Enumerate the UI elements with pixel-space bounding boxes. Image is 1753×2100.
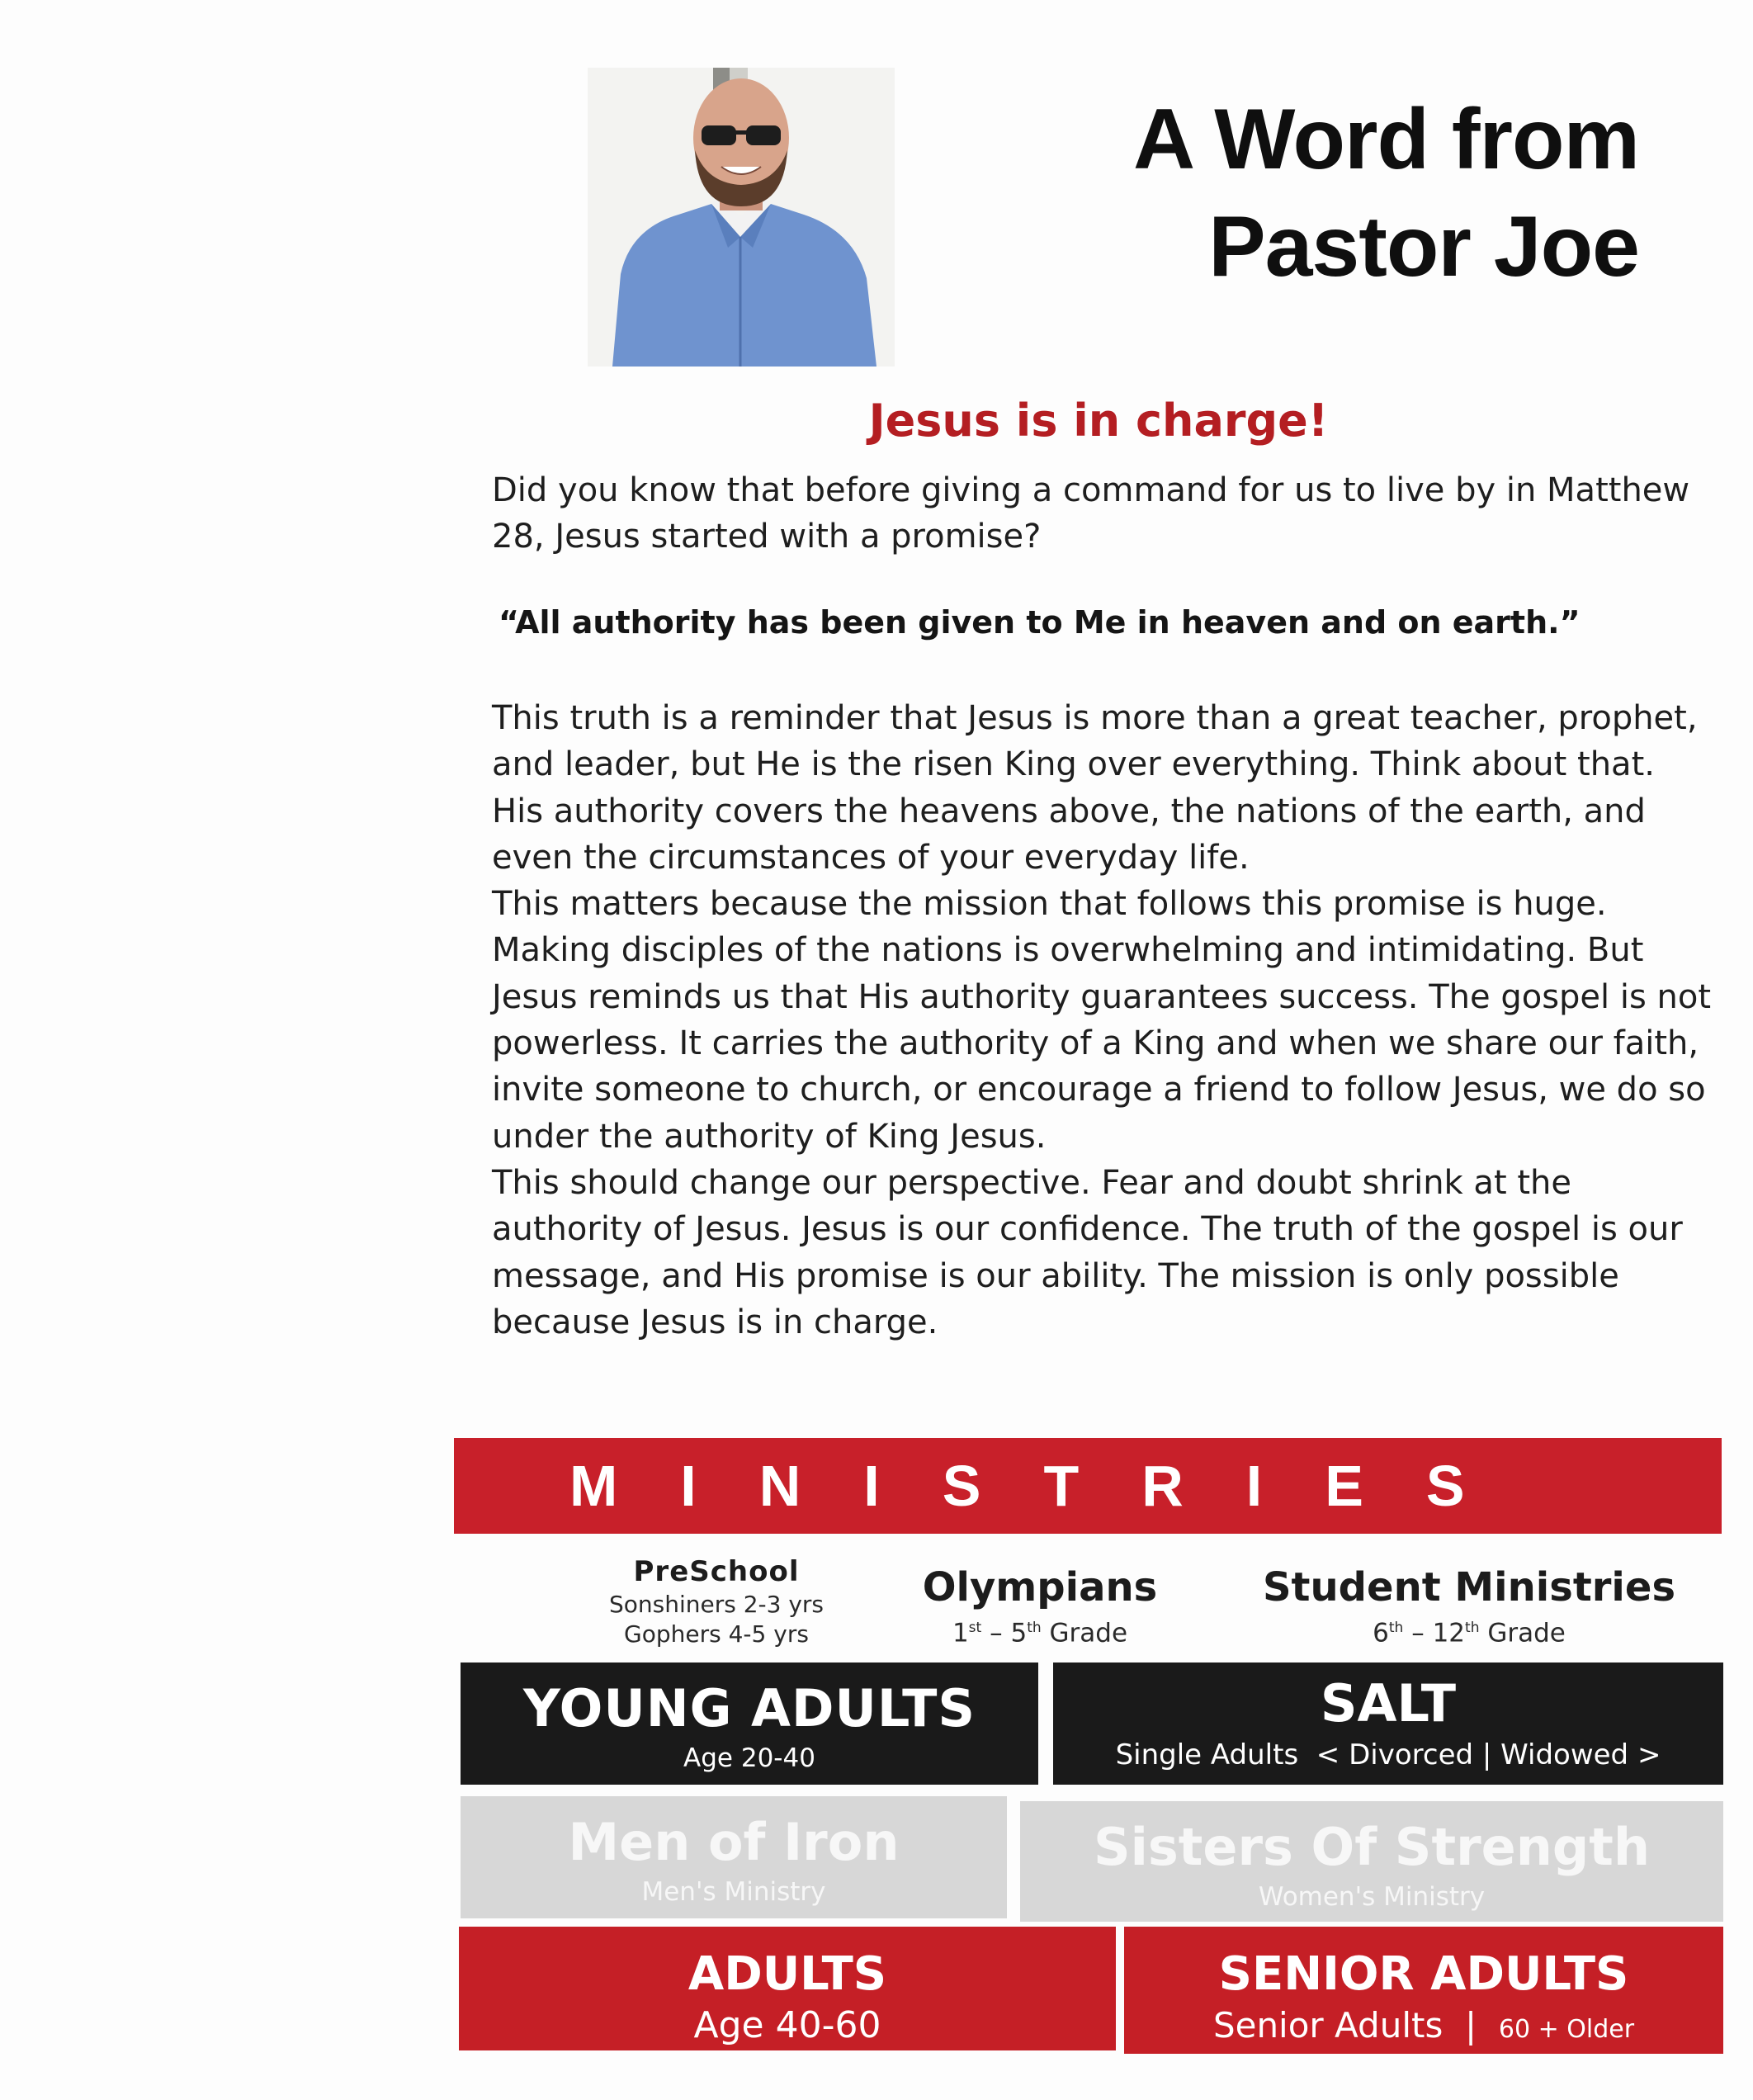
pastor-photo	[588, 68, 895, 367]
scripture-quote: “All authority has been given to Me in heaven and on earth.”	[498, 604, 1581, 641]
preschool-ministry	[510, 1554, 923, 1649]
student-grade-word: Grade	[1479, 1618, 1566, 1648]
senior-adults-subtitle-main: Senior Adults |	[1212, 2005, 1499, 2046]
olympians-grade-from-suffix: st	[968, 1620, 982, 1636]
adults-title: ADULTS	[687, 1947, 887, 2001]
olympians-grade-from: 1	[952, 1618, 969, 1648]
adults-tile	[459, 1927, 1116, 2050]
men-of-iron-tile	[461, 1796, 1007, 1918]
article-intro: Did you know that before giving a command for us to live by in Matthew 28, Jesus started with a promise?	[492, 471, 1690, 556]
olympians-title: Olympians	[922, 1564, 1158, 1610]
young-adults-subtitle: Age 20-40	[683, 1743, 815, 1773]
student-grades	[1221, 1613, 1717, 1648]
article-headline: Jesus is in charge!	[868, 395, 1329, 447]
olympians-grades	[875, 1613, 1205, 1648]
olympians-ministry	[875, 1562, 1205, 1648]
olympians-grade-to: 5	[1010, 1618, 1028, 1648]
men-of-iron-title: Men of Iron	[568, 1812, 900, 1872]
salt-subtitle: Single Adults < Divorced | Widowed >	[1115, 1738, 1661, 1771]
student-grade-to: 12	[1432, 1618, 1466, 1648]
student-grade-from-suffix: th	[1388, 1620, 1404, 1636]
salt-tile	[1053, 1662, 1723, 1785]
sisters-of-strength-subtitle: Women's Ministry	[1258, 1882, 1486, 1912]
senior-adults-subtitle	[1124, 2004, 1723, 2051]
olympians-grade-word: Grade	[1041, 1618, 1128, 1648]
preschool-line-2: Gophers 4-5 yrs	[624, 1620, 809, 1648]
title-line-2: Pastor Joe	[1208, 199, 1639, 295]
student-grade-to-suffix: th	[1465, 1620, 1480, 1636]
senior-adults-age: 60 + Older	[1498, 2015, 1635, 2044]
senior-adults-title: SENIOR ADULTS	[1218, 1947, 1629, 2001]
sisters-of-strength-title: Sisters Of Strength	[1093, 1817, 1651, 1877]
young-adults-tile	[461, 1662, 1038, 1785]
olympians-grade-dash: –	[981, 1618, 1011, 1648]
men-of-iron-subtitle: Men's Ministry	[641, 1877, 826, 1907]
title-line-1: A Word from	[1133, 92, 1639, 187]
student-title: Student Ministries	[1262, 1564, 1676, 1610]
olympians-grade-to-suffix: th	[1027, 1620, 1042, 1636]
student-grade-from: 6	[1373, 1618, 1389, 1648]
ministries-banner: MINISTRIES	[454, 1438, 1722, 1534]
student-grade-dash: –	[1403, 1618, 1433, 1648]
student-ministry	[1221, 1562, 1717, 1648]
senior-adults-tile	[1124, 1927, 1723, 2054]
salt-title: SALT	[1320, 1673, 1457, 1733]
young-adults-title: YOUNG ADULTS	[522, 1678, 976, 1738]
preschool-line-1: Sonshiners 2-3 yrs	[608, 1591, 825, 1618]
article-body: This truth is a reminder that Jesus is more than a great teacher, prophet, and leader, but He is the risen King over everything. Think about that. His authority covers the heavens above, the nations of the earth, and even the circumstances of your everyday life. This matters because the mission that follows this promise is huge. Making disciples of the nations is overwhelming and intimidating. But Jesus reminds us that His authority guarantees success. The gospel is not powerless. It carries the authority of a King and when we share our faith, invite someone to church, or encourage a friend to follow Jesus, we do so under the authority of King Jesus. This should change our perspective. Fear and doubt shrink at the authority of Jesus. Jesus is our confidence. The truth of the gospel is our message, and His promise is our ability. The mission is only possible because Jesus is in charge.	[492, 699, 1712, 1341]
preschool-title: PreSchool	[633, 1555, 800, 1588]
page-title	[1133, 86, 1639, 300]
adults-subtitle: Age 40-60	[693, 2004, 881, 2046]
sisters-of-strength-tile	[1020, 1801, 1723, 1922]
